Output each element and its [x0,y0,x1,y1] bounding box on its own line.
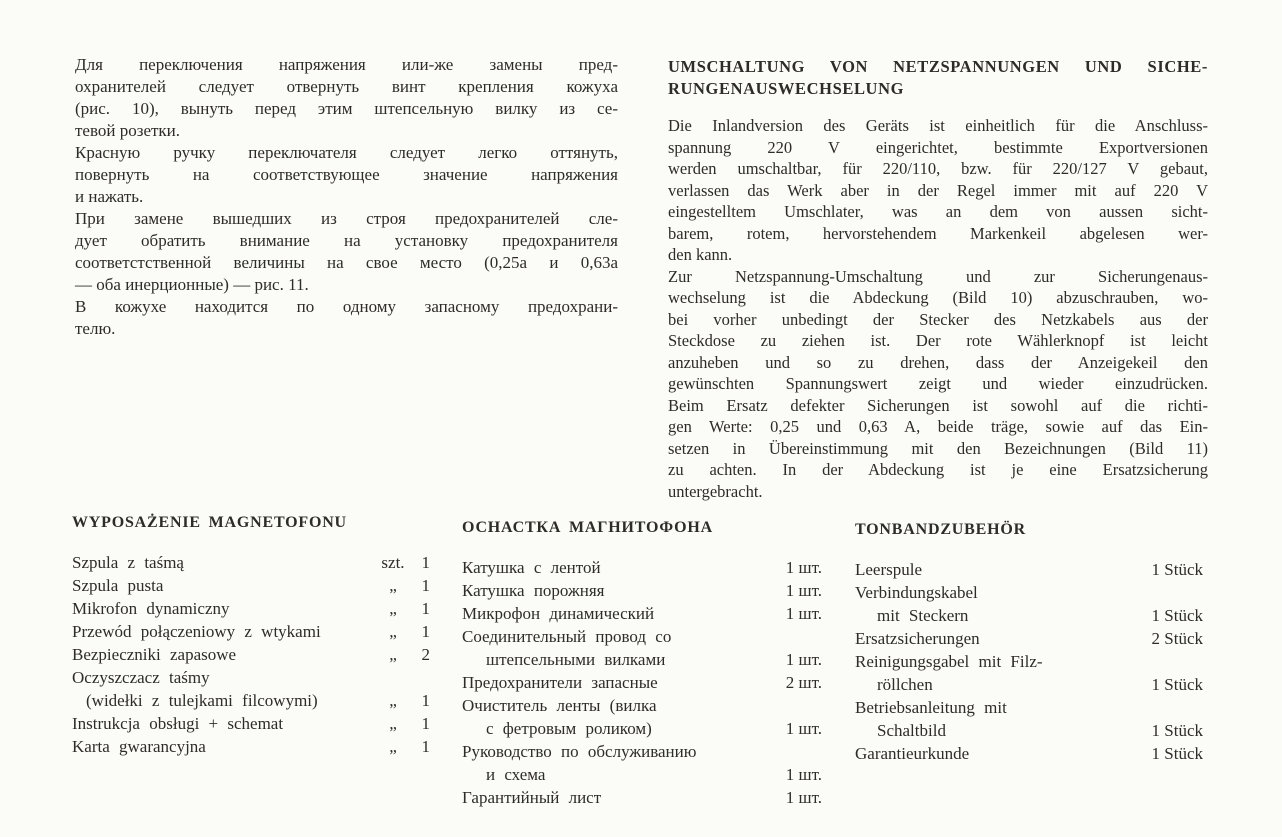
text-line: — оба инерционные) — рис. 11. [75,275,309,294]
paragraph [75,296,618,340]
item-label [462,556,770,579]
item-unit: „ [389,714,397,733]
item-quantity: 1 [421,553,430,572]
item-label-line: röllchen [877,675,933,694]
item-unit: „ [389,576,397,595]
text-line: untergebracht. [668,481,763,501]
paragraph [668,266,1208,503]
list-item [462,625,822,671]
item-label [462,625,770,671]
item-label [462,740,770,786]
item-quantity: 1 шт. [785,558,822,577]
item-label [72,712,372,735]
equipment-list-items-0 [72,551,430,758]
text-line: den kann. [668,245,733,264]
item-quantity: 1 [421,599,430,618]
item-label [72,620,372,643]
item-label-line: Ersatzsicherungen [855,629,980,648]
german-paragraphs [668,115,1208,502]
item-label-line: Garantieurkunde [855,744,970,763]
item-label-line: mit Steckern [877,606,969,625]
german-section-heading [668,56,1208,100]
item-quantity: 1 [421,622,430,641]
item-unit: „ [389,622,397,641]
text-line: Steckdose zu ziehen ist. Der rote Wählerknopf ist leicht [668,331,1208,350]
item-label [462,602,770,625]
text-line: При замене вышедших из строя предохранителей сле- [75,209,618,228]
list-item [855,558,1203,581]
list-item [462,602,822,625]
item-quantity: 1 Stück [1151,675,1203,694]
item-quantity: 1 шт. [785,788,822,807]
item-label-line: Катушка порожняя [462,581,605,600]
item-label-line: Очиститель ленты (вилка [462,696,657,715]
item-label-line: Verbindungskabel [855,583,978,602]
item-label-line: Bezpieczniki zapasowe [72,645,237,664]
text-line: eingestelltem Umschlater, was an dem von aussen sicht- [668,202,1208,221]
item-unit: „ [389,737,397,756]
item-label-line: Mikrofon dynamiczny [72,599,230,618]
list-item [855,581,1203,627]
russian-intro [75,54,618,340]
text-line: и нажать. [75,187,144,206]
equipment-list-german [855,512,1203,765]
item-quantity: 1 шт. [785,719,822,738]
text-line: zu achten. In der Abdeckung ist je eine Ersatzsicherung [668,460,1208,479]
item-quantity: 2 шт. [785,673,822,692]
item-label-line: Гарантийный лист [462,788,602,807]
item-label-line: Катушка с лентой [462,558,601,577]
text-line: Zur Netzspannung-Umschaltung und zur Sicherungenaus- [668,266,1208,286]
item-label-line: Руководство по обслуживанию [462,742,697,761]
item-label-line: Соединительный провод со [462,627,672,646]
item-label [855,650,1139,696]
list-item [72,597,430,620]
item-label [855,627,1139,650]
text-line: Die Inlandversion des Geräts ist einheitlich für die Anschluss- [668,116,1208,135]
text-line: gen Werte: 0,25 und 0,63 A, beide träge, sowie auf das Ein- [668,417,1208,436]
list-item [462,671,822,694]
text-line: bei vorher unbedingt der Stecker des Netzkabels aus der [668,309,1208,329]
item-label-line: штепсельными вилками [486,650,666,669]
equipment-list-polish [72,512,430,758]
list-item [72,574,430,597]
item-label [72,643,372,666]
item-label [462,671,770,694]
text-line: телю. [75,319,116,338]
item-label [855,742,1139,765]
item-label [72,597,372,620]
list-item [462,579,822,602]
text-line: В кожухе находится по одному запасному предохрани- [75,297,618,316]
equipment-list-russian [462,512,822,809]
item-label [855,558,1139,581]
equipment-list-heading: ОСНАСТКА МАГНИТОФОНА [462,519,713,536]
item-label [462,694,770,740]
equipment-list-heading: WYPOSAŻENIE MAGNETOFONU [72,514,347,531]
item-label-line: Przewód połączeniowy z wtykami [72,622,321,641]
item-label-line: Leerspule [855,560,923,579]
item-label-line: Karta gwarancyjna [72,737,206,756]
item-quantity: 1 Stück [1151,560,1203,579]
list-item [855,742,1203,765]
item-label [72,735,372,758]
list-item [72,643,430,666]
text-line: дует обратить внимание на установку предохранителя [75,231,618,250]
text-line: Beim Ersatz defekter Sicherungen ist sowohl auf die richti- [668,395,1208,415]
item-quantity: 1 [421,714,430,733]
text-line: соответстственной величины на свое место (0,25а и 0,63а [75,253,618,272]
text-line: anzuheben und so zu drehen, dass der Anzeigekeil den [668,352,1208,372]
item-quantity: 1 Stück [1151,606,1203,625]
item-label-line: Предохранители запасные [462,673,658,692]
item-label-line: Schaltbild [877,721,946,740]
item-label-line: Betriebsanleitung mit [855,698,1007,717]
list-item [462,740,822,786]
german-section [668,56,1208,502]
item-quantity: 1 [421,737,430,756]
item-unit: „ [389,691,397,710]
item-label-line: с фетровым роликом) [486,719,652,738]
list-item [72,551,430,574]
list-item [462,694,822,740]
paragraph [75,54,618,142]
text-line: werden umschaltbar, für 220/110, bzw. für 220/127 V gebaut, [668,159,1208,178]
text-line: setzen in Übereinstimmung mit den Bezeichnungen (Bild 11) [668,438,1208,458]
equipment-list-items-1 [462,556,822,809]
item-label [72,666,372,712]
item-label-line: Szpula pusta [72,576,164,595]
item-label [855,696,1139,742]
item-unit: „ [389,599,397,618]
text-line: Красную ручку переключателя следует легко оттянуть, [75,143,618,162]
item-quantity: 1 шт. [785,604,822,623]
list-item [72,666,430,712]
item-quantity: 1 шт. [785,581,822,600]
text-line: тевой розетки. [75,121,181,140]
item-quantity: 1 [421,691,430,710]
list-item [72,620,430,643]
item-quantity: 2 [421,645,430,664]
item-label [72,551,372,574]
paragraph [75,142,618,208]
text-line: wechselung ist die Abdeckung (Bild 10) abzuschrauben, wo- [668,288,1208,307]
item-quantity: 1 Stück [1151,721,1203,740]
item-quantity: 1 Stück [1151,744,1203,763]
text-line: barem, rotem, hervorstehendem Markenkeil abgelesen wer- [668,223,1208,243]
item-label-line: Szpula z taśmą [72,553,184,572]
item-quantity: 1 шт. [785,650,822,669]
list-item [462,786,822,809]
item-label [462,786,770,809]
text-line: охранителей следует отвернуть винт крепления кожуха [75,77,618,96]
list-item [855,627,1203,650]
equipment-list-items-2 [855,558,1203,765]
item-label [855,581,1139,627]
text-line: Для переключения напряжения или-же замены пред- [75,55,618,74]
text-line: gewünschten Spannungswert zeigt und wieder einzudrücken. [668,374,1208,393]
paragraph [668,115,1208,266]
item-quantity: 1 шт. [785,765,822,784]
item-label-line: Oczyszczacz taśmy [72,668,210,687]
item-quantity: 1 [421,576,430,595]
list-item [72,712,430,735]
text-line: spannung 220 V eingerichtet, bestimmte Exportversionen [668,137,1208,157]
list-item [855,650,1203,696]
text-line: повернуть на соответствующее значение напряжения [75,165,618,184]
list-item [462,556,822,579]
item-label-line: Микрофон динамический [462,604,655,623]
heading-line: UMSCHALTUNG VON NETZSPANNUNGEN UND SICHE- [668,57,1208,76]
item-label-line: Reinigungsgabel mit Filz- [855,652,1043,671]
item-label-line: и схема [486,765,546,784]
equipment-list-heading: TONBANDZUBEHÖR [855,521,1026,538]
item-unit: szt. [381,553,405,572]
item-unit: „ [389,645,397,664]
item-quantity: 2 Stück [1151,629,1203,648]
item-label-line: Instrukcja obsługi + schemat [72,714,284,733]
list-item [855,696,1203,742]
item-label-line: (widełki z tulejkami filcowymi) [86,691,318,710]
list-item [72,735,430,758]
heading-line: RUNGENAUSWECHSELUNG [668,79,905,98]
text-line: (рис. 10), вынуть перед этим штепсельную вилку из се- [75,99,618,118]
text-line: verlassen das Werk aber in der Regel immer mit auf 220 V [668,180,1208,200]
item-label [72,574,372,597]
item-label [462,579,770,602]
paragraph [75,208,618,296]
